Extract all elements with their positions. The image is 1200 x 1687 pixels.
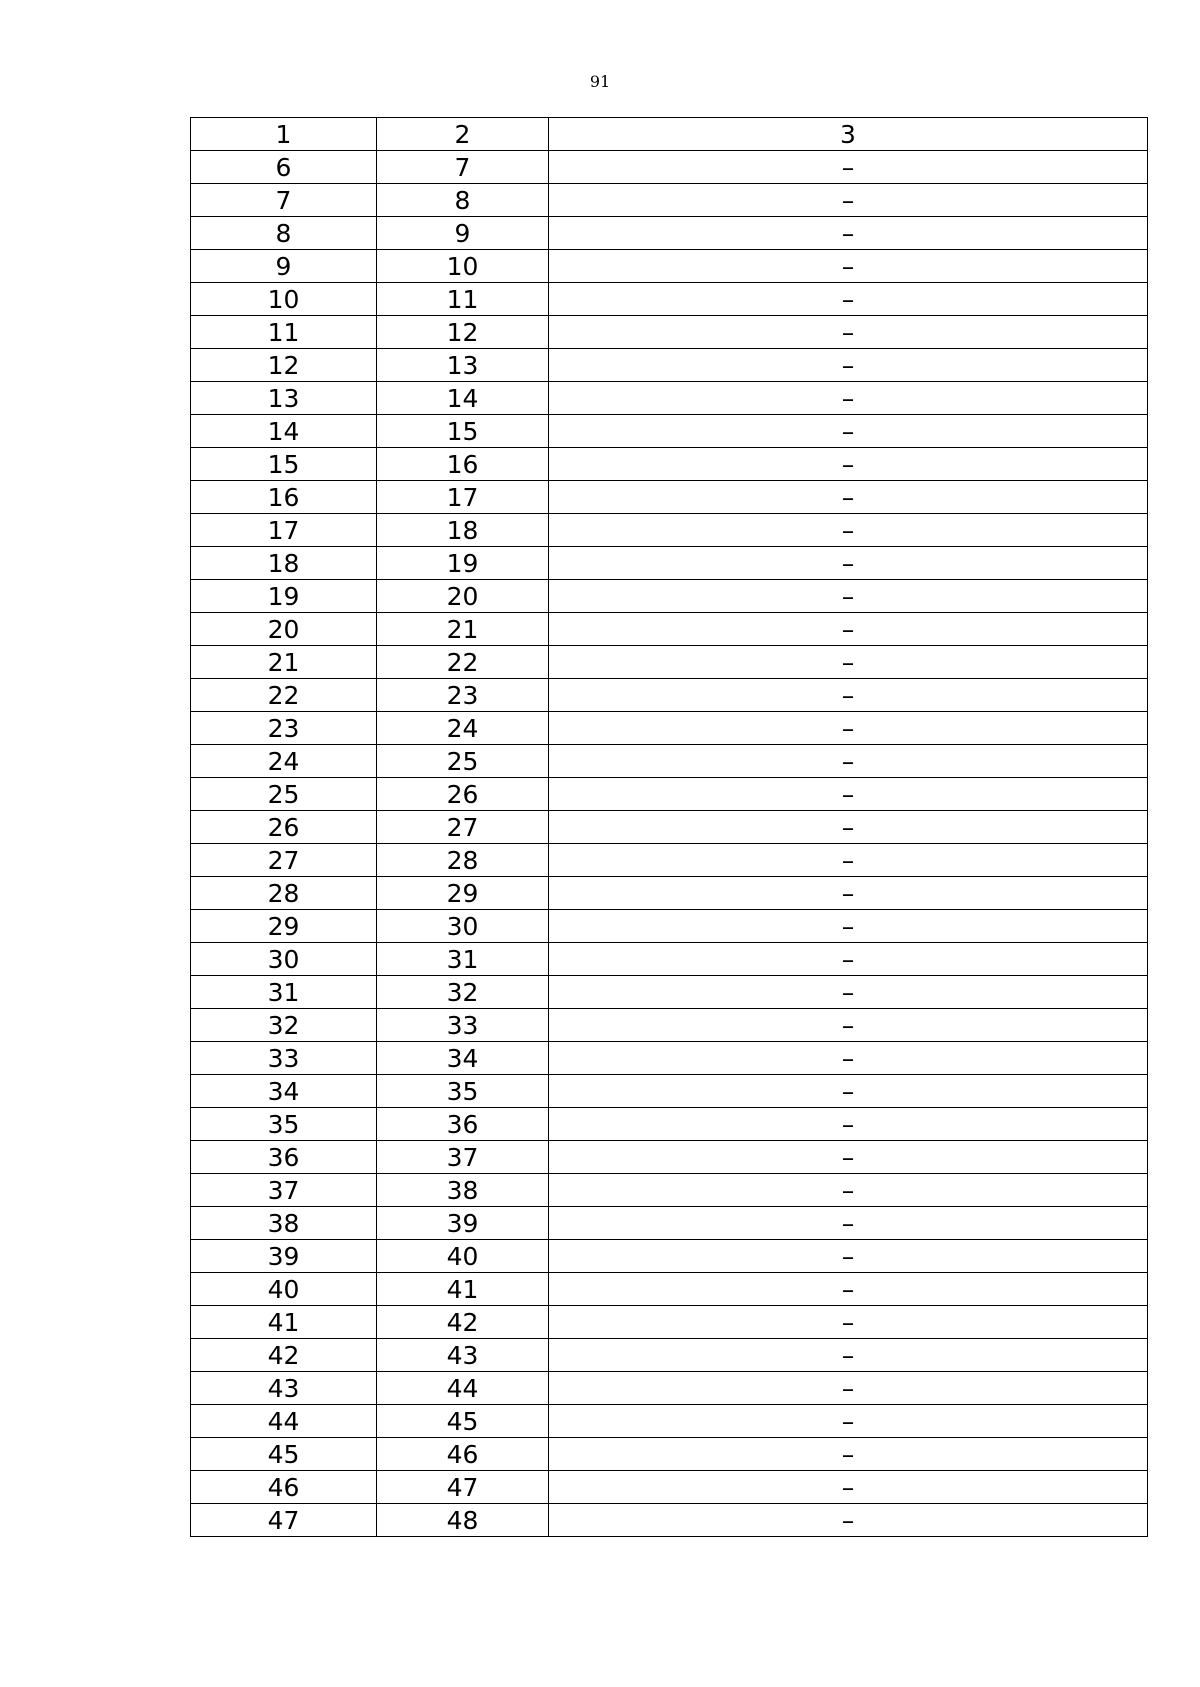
table-cell-col-1: 38: [191, 1207, 377, 1240]
table-cell-col-1: 47: [191, 1504, 377, 1537]
table-row: [191, 580, 1148, 613]
page-number: 91: [589, 72, 611, 91]
table-cell-col-1: 22: [191, 679, 377, 712]
table-cell-col-3: –: [549, 1174, 1148, 1207]
table-cell-col-2: 20: [377, 580, 549, 613]
table-cell-col-1: 45: [191, 1438, 377, 1471]
table-cell-col-3: –: [549, 1339, 1148, 1372]
table-row: [191, 877, 1148, 910]
table-cell-col-1: 9: [191, 250, 377, 283]
table-cell-col-3: –: [549, 184, 1148, 217]
table-cell-col-3: –: [549, 1042, 1148, 1075]
table-cell-col-1: 35: [191, 1108, 377, 1141]
table-row: [191, 1009, 1148, 1042]
table-row: [191, 1174, 1148, 1207]
table-row: [191, 1339, 1148, 1372]
table-cell-col-1: 12: [191, 349, 377, 382]
table-cell-col-3: –: [549, 778, 1148, 811]
table-row: [191, 415, 1148, 448]
table-cell-col-2: 42: [377, 1306, 549, 1339]
table-cell-col-2: 32: [377, 976, 549, 1009]
table-cell-col-1: 15: [191, 448, 377, 481]
table-cell-col-3: –: [549, 1471, 1148, 1504]
table-cell-col-2: 24: [377, 712, 549, 745]
table-cell-col-1: 6: [191, 151, 377, 184]
table-header-row: [191, 118, 1148, 151]
table-cell-col-3: –: [549, 679, 1148, 712]
table-cell-col-2: 21: [377, 613, 549, 646]
table-cell-col-1: 25: [191, 778, 377, 811]
table-row: [191, 151, 1148, 184]
table-cell-col-3: –: [549, 745, 1148, 778]
table-row: [191, 613, 1148, 646]
table-cell-col-1: 32: [191, 1009, 377, 1042]
table-cell-col-2: 45: [377, 1405, 549, 1438]
table-cell-col-3: –: [549, 415, 1148, 448]
table-cell-col-1: 42: [191, 1339, 377, 1372]
table-cell-col-3: –: [549, 151, 1148, 184]
table-row: [191, 1042, 1148, 1075]
table-cell-col-1: 17: [191, 514, 377, 547]
table-cell-col-3: –: [549, 943, 1148, 976]
table-cell-col-1: 24: [191, 745, 377, 778]
table-row: [191, 778, 1148, 811]
table-row: [191, 844, 1148, 877]
table-cell-col-2: 44: [377, 1372, 549, 1405]
table-cell-col-1: 19: [191, 580, 377, 613]
table-cell-col-3: –: [549, 349, 1148, 382]
table-row: [191, 1075, 1148, 1108]
table-cell-col-1: 27: [191, 844, 377, 877]
table-cell-col-1: 34: [191, 1075, 377, 1108]
table-cell-col-1: 33: [191, 1042, 377, 1075]
table-cell-col-2: 33: [377, 1009, 549, 1042]
table-row: [191, 448, 1148, 481]
table-cell-col-1: 13: [191, 382, 377, 415]
table-row: [191, 1240, 1148, 1273]
table-cell-col-2: 30: [377, 910, 549, 943]
table-cell-col-2: 12: [377, 316, 549, 349]
table-cell-col-3: –: [549, 1372, 1148, 1405]
table-row: [191, 1405, 1148, 1438]
table-cell-col-2: 27: [377, 811, 549, 844]
table-row: [191, 1372, 1148, 1405]
table-cell-col-3: –: [549, 316, 1148, 349]
table-cell-col-2: 37: [377, 1141, 549, 1174]
table-cell-col-2: 13: [377, 349, 549, 382]
table-cell-col-2: 23: [377, 679, 549, 712]
table-cell-col-1: 44: [191, 1405, 377, 1438]
table-cell-col-1: 39: [191, 1240, 377, 1273]
table-cell-col-3: –: [549, 1273, 1148, 1306]
table-row: [191, 943, 1148, 976]
table-cell-col-1: 7: [191, 184, 377, 217]
table-cell-col-1: 31: [191, 976, 377, 1009]
table-cell-col-1: 37: [191, 1174, 377, 1207]
table-cell-col-1: 10: [191, 283, 377, 316]
table-row: [191, 1438, 1148, 1471]
table-cell-col-3: –: [549, 1405, 1148, 1438]
table-cell-col-3: –: [549, 1141, 1148, 1174]
table-row: [191, 1141, 1148, 1174]
table-row: [191, 1504, 1148, 1537]
table-row: [191, 910, 1148, 943]
table-cell-col-2: 39: [377, 1207, 549, 1240]
table-row: [191, 382, 1148, 415]
table-cell-col-2: 35: [377, 1075, 549, 1108]
table-row: [191, 250, 1148, 283]
table-cell-col-3: –: [549, 646, 1148, 679]
table-cell-col-3: –: [549, 1306, 1148, 1339]
table-cell-col-2: 38: [377, 1174, 549, 1207]
table-cell-col-3: –: [549, 382, 1148, 415]
table-cell-col-3: –: [549, 1438, 1148, 1471]
table-row: [191, 1207, 1148, 1240]
table-row: [191, 1108, 1148, 1141]
table-cell-col-1: 40: [191, 1273, 377, 1306]
table-cell-col-2: 31: [377, 943, 549, 976]
table-cell-col-2: 22: [377, 646, 549, 679]
table-cell-col-2: 18: [377, 514, 549, 547]
table-cell-col-2: 28: [377, 844, 549, 877]
table-cell-col-3: –: [549, 1075, 1148, 1108]
table-cell-col-2: 41: [377, 1273, 549, 1306]
table-cell-col-2: 15: [377, 415, 549, 448]
table-cell-col-3: –: [549, 844, 1148, 877]
header-cell-col-1: 1: [191, 118, 377, 151]
table-cell-col-3: –: [549, 547, 1148, 580]
table-cell-col-1: 16: [191, 481, 377, 514]
table-cell-col-2: 7: [377, 151, 549, 184]
table-cell-col-3: –: [549, 976, 1148, 1009]
table-row: [191, 976, 1148, 1009]
table-cell-col-3: –: [549, 1108, 1148, 1141]
table-cell-col-2: 47: [377, 1471, 549, 1504]
table-row: [191, 811, 1148, 844]
table-cell-col-1: 30: [191, 943, 377, 976]
table-cell-col-2: 48: [377, 1504, 549, 1537]
table-cell-col-1: 36: [191, 1141, 377, 1174]
table-cell-col-2: 46: [377, 1438, 549, 1471]
table-cell-col-2: 43: [377, 1339, 549, 1372]
table-body: [191, 118, 1148, 1537]
table-cell-col-3: –: [549, 910, 1148, 943]
table-row: [191, 349, 1148, 382]
table-cell-col-2: 36: [377, 1108, 549, 1141]
table-cell-col-2: 40: [377, 1240, 549, 1273]
table-cell-col-1: 28: [191, 877, 377, 910]
table-cell-col-2: 26: [377, 778, 549, 811]
table-cell-col-1: 26: [191, 811, 377, 844]
table-cell-col-3: –: [549, 514, 1148, 547]
table-cell-col-3: –: [549, 1009, 1148, 1042]
table-cell-col-3: –: [549, 580, 1148, 613]
table-cell-col-2: 8: [377, 184, 549, 217]
table-cell-col-2: 14: [377, 382, 549, 415]
table-cell-col-3: –: [549, 712, 1148, 745]
table-cell-col-3: –: [549, 1207, 1148, 1240]
table-row: [191, 316, 1148, 349]
table-cell-col-3: –: [549, 1504, 1148, 1537]
table-cell-col-1: 14: [191, 415, 377, 448]
table-cell-col-3: –: [549, 481, 1148, 514]
table-cell-col-3: –: [549, 448, 1148, 481]
table-cell-col-2: 16: [377, 448, 549, 481]
table-cell-col-2: 9: [377, 217, 549, 250]
table-cell-col-1: 21: [191, 646, 377, 679]
table-row: [191, 1273, 1148, 1306]
table-row: [191, 217, 1148, 250]
table-cell-col-1: 18: [191, 547, 377, 580]
header-cell-col-3: 3: [549, 118, 1148, 151]
table-row: [191, 712, 1148, 745]
data-table-container: [190, 117, 1147, 1537]
table-cell-col-2: 17: [377, 481, 549, 514]
table-cell-col-2: 34: [377, 1042, 549, 1075]
table-row: [191, 679, 1148, 712]
header-cell-col-2: 2: [377, 118, 549, 151]
table-row: [191, 745, 1148, 778]
table-cell-col-2: 29: [377, 877, 549, 910]
table-cell-col-1: 41: [191, 1306, 377, 1339]
table-cell-col-1: 23: [191, 712, 377, 745]
table-row: [191, 184, 1148, 217]
table-cell-col-1: 11: [191, 316, 377, 349]
table-cell-col-1: 8: [191, 217, 377, 250]
table-row: [191, 514, 1148, 547]
table-cell-col-2: 11: [377, 283, 549, 316]
table-row: [191, 1306, 1148, 1339]
table-row: [191, 547, 1148, 580]
table-row: [191, 481, 1148, 514]
table-cell-col-2: 25: [377, 745, 549, 778]
table-cell-col-3: –: [549, 811, 1148, 844]
table-cell-col-3: –: [549, 250, 1148, 283]
table-cell-col-2: 19: [377, 547, 549, 580]
table-cell-col-3: –: [549, 877, 1148, 910]
table-cell-col-1: 46: [191, 1471, 377, 1504]
table-cell-col-1: 29: [191, 910, 377, 943]
table-cell-col-3: –: [549, 283, 1148, 316]
table-cell-col-1: 20: [191, 613, 377, 646]
table-cell-col-3: –: [549, 613, 1148, 646]
data-table: [190, 117, 1148, 1537]
table-row: [191, 646, 1148, 679]
table-cell-col-1: 43: [191, 1372, 377, 1405]
table-row: [191, 283, 1148, 316]
table-row: [191, 1471, 1148, 1504]
table-cell-col-3: –: [549, 1240, 1148, 1273]
table-cell-col-3: –: [549, 217, 1148, 250]
table-cell-col-2: 10: [377, 250, 549, 283]
